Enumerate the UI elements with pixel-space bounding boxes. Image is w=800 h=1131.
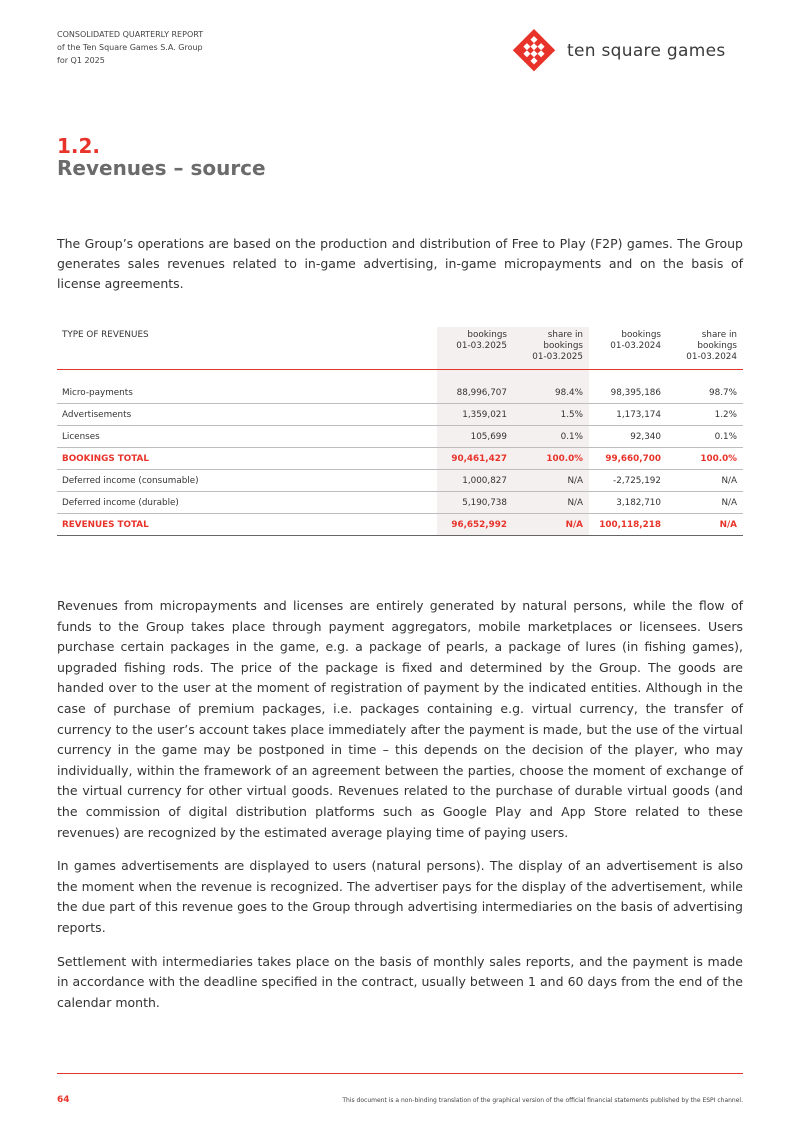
table-cell: -2,725,192 xyxy=(589,470,667,492)
table-cell: Micro-payments xyxy=(57,382,437,404)
table-cell: BOOKINGS TOTAL xyxy=(57,448,437,470)
bookings-total-row xyxy=(57,448,743,470)
column-header-bookings-2025: bookings 01-03.2025 xyxy=(437,327,513,370)
table-header-row xyxy=(57,327,743,370)
body-paragraph: In games advertisements are displayed to users (natural persons). The display of an advertisement is also the moment when the revenue is recognized. The advertiser pays for the display of the advertisement, while the due part of this revenue goes to the Group through advertising intermediaries on the basis of advertising reports. xyxy=(57,858,743,935)
table-cell: 100.0% xyxy=(513,448,589,470)
section-number: 1.2. xyxy=(57,134,101,158)
column-header-type: TYPE OF REVENUES xyxy=(62,330,149,340)
table-cell: REVENUES TOTAL xyxy=(57,514,437,536)
header-line: CONSOLIDATED QUARTERLY REPORT xyxy=(57,30,204,39)
table-cell: 96,652,992 xyxy=(437,514,513,536)
report-header xyxy=(57,28,203,67)
footer-note: This document is a non-binding translation of the graphical version of the official financial statements published by the ESPI channel. xyxy=(342,1097,743,1104)
revenues-table xyxy=(57,327,743,536)
table-cell: 100,118,218 xyxy=(589,514,667,536)
footer-divider xyxy=(57,1073,743,1074)
table-cell: 0.1% xyxy=(667,426,743,448)
company-logo xyxy=(511,28,726,74)
page-number: 64 xyxy=(57,1095,70,1105)
table-cell: N/A xyxy=(513,470,589,492)
table-cell: Deferred income (consumable) xyxy=(57,470,437,492)
column-header-bookings-2024: bookings 01-03.2024 xyxy=(610,330,661,351)
column-header-share-2024: share in bookings 01-03.2024 xyxy=(686,330,737,362)
body-paragraph: Revenues from micropayments and licenses are entirely generated by natural persons, while the flow of funds to the Group takes place through payment aggregators, mobile marketplaces or licensees. Users purchase certain packages in the game, e.g. a package of pearls, a package of lures (in fishing games), upgraded fishing rods. The price of the package is fixed and determined by the Group. The goods are handed over to the user at the moment of registration of payment by the indicated entities. Although in the case of purchase of premium packages, i.e. packages containing e.g. virtual currency, the transfer of currency to the user’s account takes place immediately after the payment is made, but the use of the virtual currency in the game may be postponed in time – this depends on the decision of the player, who may individually, within the framework of an agreement between the parties, choose the moment of exchange of the virtual currency for other virtual goods. Revenues related to the purchase of durable virtual goods (and the commission of digital distribution platforms such as Google Play and App Store related to these revenues) are recognized by the estimated average playing time of paying users. xyxy=(57,598,743,840)
table-cell: 1,359,021 xyxy=(437,404,513,426)
table-cell: Advertisements xyxy=(57,404,437,426)
table-cell: Licenses xyxy=(57,426,437,448)
table-cell: 99,660,700 xyxy=(589,448,667,470)
header-line: of the Ten Square Games S.A. Group xyxy=(57,43,203,52)
intro-paragraph: The Group’s operations are based on the production and distribution of Free to Play (F2P) games. The Group generates sales revenues related to in-game advertising, in-game micropayments and on the basis of license agreements. xyxy=(57,236,743,291)
table-row xyxy=(57,426,743,448)
revenues-total-row xyxy=(57,514,743,536)
table-cell: 98,395,186 xyxy=(589,382,667,404)
table-cell: 88,996,707 xyxy=(437,382,513,404)
table-cell: N/A xyxy=(667,492,743,514)
body-text xyxy=(57,596,743,1026)
table-cell: 100.0% xyxy=(667,448,743,470)
table-cell: 0.1% xyxy=(513,426,589,448)
table-cell: 3,182,710 xyxy=(589,492,667,514)
section-title: Revenues – source xyxy=(57,156,266,180)
column-header-share-2025: share in bookings 01-03.2025 xyxy=(513,327,589,370)
table-cell: N/A xyxy=(667,514,743,536)
table-spacer-row xyxy=(57,370,743,383)
table-cell: N/A xyxy=(513,492,589,514)
table-cell: 1.5% xyxy=(513,404,589,426)
table-cell: 5,190,738 xyxy=(437,492,513,514)
table-cell: 90,461,427 xyxy=(437,448,513,470)
table-cell: 1,000,827 xyxy=(437,470,513,492)
logo-diamond-icon xyxy=(511,28,557,74)
table-cell: Deferred income (durable) xyxy=(57,492,437,514)
table-cell: 98.4% xyxy=(513,382,589,404)
table-cell: N/A xyxy=(667,470,743,492)
table-cell: 105,699 xyxy=(437,426,513,448)
logo-text: ten square games xyxy=(567,41,726,61)
table-row xyxy=(57,404,743,426)
table-row xyxy=(57,470,743,492)
table-cell: 1.2% xyxy=(667,404,743,426)
table-cell: 1,173,174 xyxy=(589,404,667,426)
table-cell: 98.7% xyxy=(667,382,743,404)
table-row xyxy=(57,382,743,404)
table-cell: N/A xyxy=(513,514,589,536)
body-paragraph: Settlement with intermediaries takes place on the basis of monthly sales reports, and the payment is made in accordance with the deadline specified in the contract, usually between 1 and 60 days from the end of the calendar month. xyxy=(57,953,743,1010)
header-line: for Q1 2025 xyxy=(57,56,105,65)
table-row xyxy=(57,492,743,514)
table-cell: 92,340 xyxy=(589,426,667,448)
